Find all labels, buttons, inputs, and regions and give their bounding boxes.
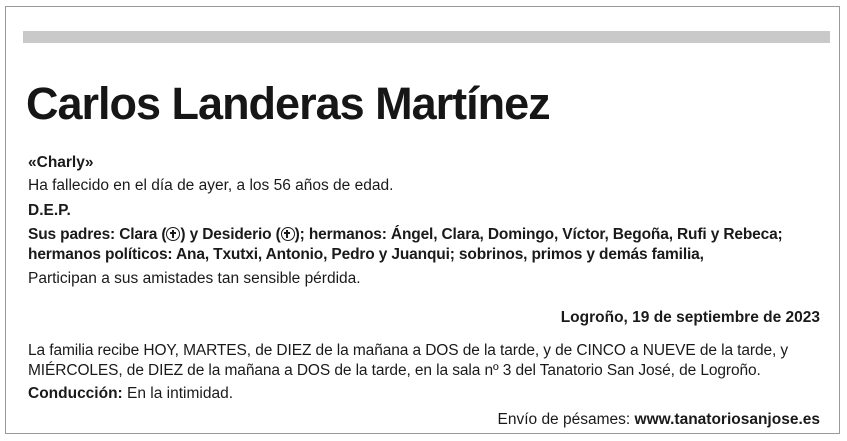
conduccion-label: Conducción: (28, 385, 123, 402)
deceased-name: Carlos Landeras Martínez (26, 78, 550, 129)
passing-notice: Ha fallecido en el día de ayer, a los 56 años de edad. (28, 177, 394, 194)
envio-label: Envío de pésames: (497, 411, 631, 428)
family-text-2: ) y Desiderio ( (180, 226, 281, 243)
top-bar (23, 31, 830, 43)
participation-notice: Participan a sus amistades tan sensible pérdida. (28, 270, 361, 287)
family-text-1: Sus padres: Clara ( (28, 226, 167, 243)
envio-url[interactable]: www.tanatoriosanjose.es (634, 411, 820, 428)
family-text-3: ); hermanos: Ángel, Clara, Domingo, Víctor, Begoña, Rufi y Rebeca; hermanos políticos: Ana, Txutxi, Antonio, Pedro y Juanqui; sobrinos, primos y demás familia, (28, 226, 783, 263)
family-list (28, 225, 820, 265)
nickname: «Charly» (28, 154, 94, 171)
conduccion-line (28, 384, 820, 404)
rip-label: D.E.P. (28, 202, 71, 219)
condolences-line (28, 410, 820, 430)
visitation-schedule: La familia recibe HOY, MARTES, de DIEZ de la mañana a DOS de la tarde, y de CINCO a NUEVE de la tarde, y MIÉRCOLES, de DIEZ de la mañana a DOS de la tarde, en la sala nº 3 del Tanatorio San José, de Logroño. (28, 342, 789, 379)
conduccion-value: En la intimidad. (127, 385, 234, 402)
place-date: Logroño, 19 de septiembre de 2023 (560, 309, 820, 326)
cross-icon (166, 227, 180, 241)
cross-icon (281, 227, 295, 241)
